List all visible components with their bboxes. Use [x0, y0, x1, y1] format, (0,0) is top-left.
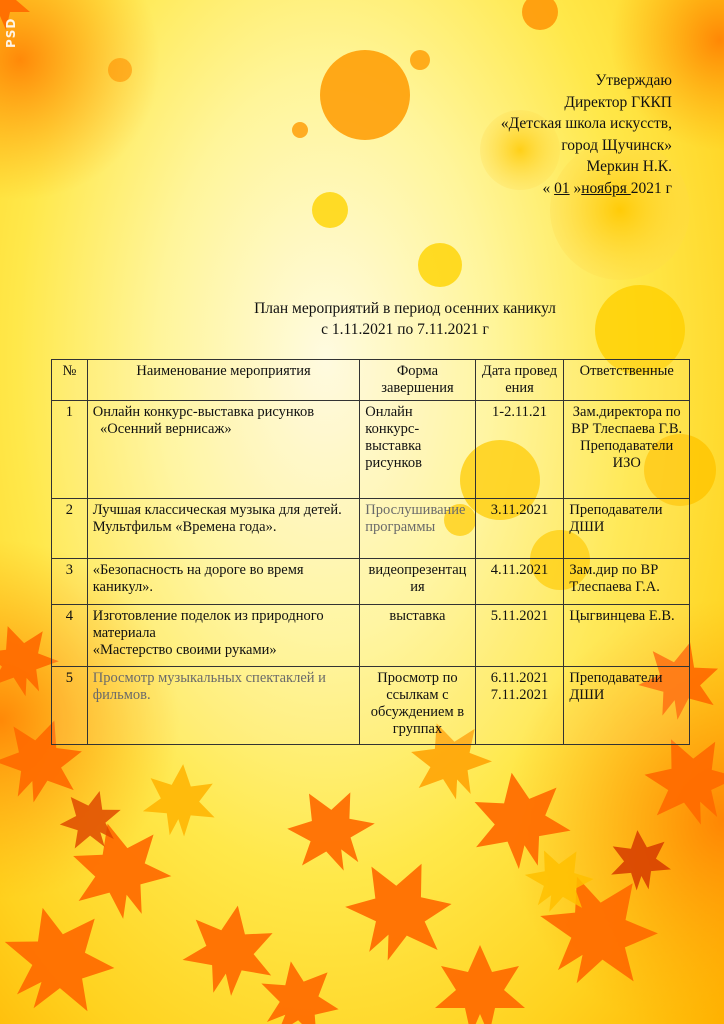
row-name-line: Просмотр музыкальных спектаклей и фильмов.	[92, 670, 326, 703]
approval-line: Утверждаю	[595, 72, 672, 89]
header-resp: Ответственные	[564, 360, 690, 401]
plan-title-line: План мероприятий в период осенних каникул	[254, 300, 556, 317]
row-num: 2	[52, 499, 88, 559]
row-num: 1	[52, 401, 88, 499]
table-row	[52, 667, 690, 745]
row-resp: Преподаватели ДШИ	[564, 499, 690, 559]
row-name-line: «Безопасность на дороге во время каникул».	[92, 562, 304, 595]
table-row	[52, 605, 690, 667]
date-mid: »	[569, 179, 582, 197]
table-row	[52, 559, 690, 605]
header-num: №	[52, 360, 88, 401]
table-header-row	[52, 360, 690, 401]
row-date-line: 7.11.2021	[490, 687, 549, 703]
row-date	[475, 559, 564, 605]
row-name	[87, 499, 360, 559]
approval-line: «Детская школа искусств,	[500, 115, 672, 132]
table-row	[52, 401, 690, 499]
plan-title-dates: с 1.11.2021 по 7.11.2021 г	[321, 321, 489, 338]
row-num: 4	[52, 605, 88, 667]
row-form: видеопрезентация	[360, 559, 475, 605]
row-date-line: 6.11.2021	[490, 670, 549, 686]
row-resp: Зам.директора по ВР Тлеспаева Г.В. Преподаватели ИЗО	[564, 401, 690, 499]
row-resp: Зам.дир по ВР Тлеспаева Г.А.	[564, 559, 690, 605]
table-row	[52, 499, 690, 559]
row-name	[87, 559, 360, 605]
corner-logo: PSD	[4, 17, 18, 48]
row-name-line: Лучшая классическая музыка для детей.	[92, 502, 342, 518]
approval-line: Меркин Н.К.	[586, 158, 672, 175]
date-year: 2021 г	[630, 179, 672, 197]
header-name: Наименование мероприятия	[87, 360, 360, 401]
approval-line: Директор ГККП	[564, 93, 672, 111]
row-name-line: Онлайн конкурс-выставка рисунков	[92, 404, 315, 420]
row-resp: Преподаватели ДШИ	[564, 667, 690, 745]
date-open: «	[542, 179, 555, 197]
row-name	[87, 605, 360, 667]
date-day: 01	[554, 179, 570, 197]
row-date-line: 3.11.2021	[490, 502, 549, 518]
row-name-line: «Осенний вернисаж»	[92, 421, 232, 437]
date-month: ноября	[581, 179, 631, 197]
approval-date	[501, 178, 672, 200]
approval-block	[501, 70, 672, 199]
row-date-line: 1-2.11.21	[491, 404, 548, 420]
row-date	[475, 499, 564, 559]
approval-line: город Щучинск»	[561, 136, 672, 154]
row-date	[475, 605, 564, 667]
row-num: 3	[52, 559, 88, 605]
row-num: 5	[52, 667, 88, 745]
row-date-line: 4.11.2021	[490, 562, 549, 578]
row-form: Прослушивание программы	[360, 499, 475, 559]
row-date	[475, 401, 564, 499]
row-name	[87, 401, 360, 499]
row-name	[87, 667, 360, 745]
row-name-line: «Мастерство своими руками»	[92, 642, 277, 658]
header-form: Форма завершения	[360, 360, 475, 401]
row-resp: Цыгвинцева Е.В.	[564, 605, 690, 667]
plan-title	[170, 298, 640, 340]
row-name-line: Изготовление поделок из природного материала	[92, 608, 324, 641]
header-date: Дата проведения	[475, 360, 564, 401]
events-table	[51, 359, 690, 745]
row-form: Просмотр по ссылкам с обсуждением в группах	[360, 667, 475, 745]
row-form: Онлайн конкурс-выставка рисунков	[360, 401, 475, 499]
row-date-line: 5.11.2021	[490, 608, 549, 624]
row-date	[475, 667, 564, 745]
row-name-line: Мультфильм «Времена года».	[92, 519, 277, 535]
row-form: выставка	[360, 605, 475, 667]
